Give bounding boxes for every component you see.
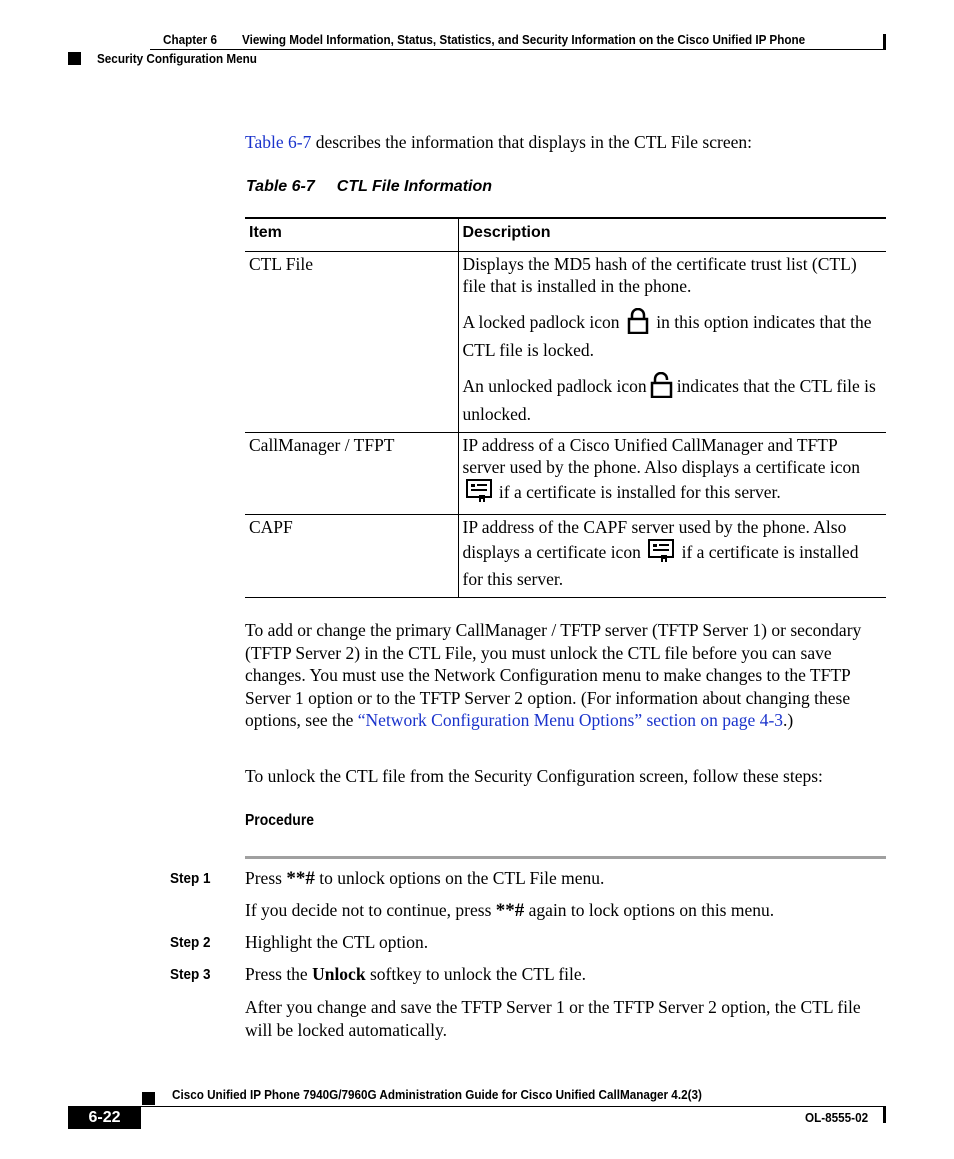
step-note: If you decide not to continue, press **# again to lock options on this menu.	[245, 900, 775, 921]
table-row	[245, 515, 886, 598]
step-label: Step 2	[170, 934, 211, 951]
network-config-link[interactable]: “Network Configuration Menu Options” section on page 4-3	[357, 710, 784, 730]
footer-right-bar	[883, 1107, 886, 1123]
step-text: Press **# to unlock options on the CTL File menu.	[245, 868, 605, 889]
cell-description: IP address of a Cisco Unified CallManager and TFTP server used by the phone. Also displays a certificate icon if a certificate is installed for this server.	[458, 432, 886, 515]
step-text: Press the Unlock softkey to unlock the CTL file.	[245, 964, 587, 984]
step-label: Step 1	[170, 870, 211, 887]
step-text: Highlight the CTL option.	[245, 932, 429, 952]
table-caption-number: Table 6-7	[246, 178, 315, 195]
table-row	[245, 432, 886, 515]
intro-paragraph: Table 6-7 describes the information that displays in the CTL File screen:	[245, 132, 752, 152]
step-note: After you change and save the TFTP Server 1 or the TFTP Server 2 option, the CTL file will be locked automatically.	[245, 997, 861, 1040]
footer-rule	[68, 1106, 886, 1107]
header-chapter-label: Chapter 6	[163, 32, 217, 47]
softkey-name: Unlock	[312, 964, 366, 984]
header-rule	[150, 49, 886, 50]
procedure-rule	[245, 856, 886, 859]
footer-page-number: 6-22	[68, 1107, 141, 1129]
header-left-block	[68, 52, 81, 65]
table-header-row	[245, 218, 886, 251]
footer-doc-number: OL-8555-02	[805, 1110, 869, 1125]
padlock-locked-icon	[627, 308, 649, 340]
procedure-title: Procedure	[245, 812, 315, 829]
key-sequence: **#	[286, 868, 315, 889]
header-chapter-title: Viewing Model Information, Status, Statistics, and Security Information on the Cisco Unified IP Phone	[242, 32, 806, 47]
step-label: Step 3	[170, 966, 211, 983]
col-header-item: Item	[245, 218, 458, 251]
table-row	[245, 251, 886, 432]
header-right-bar	[883, 34, 886, 50]
padlock-unlocked-icon	[650, 372, 674, 404]
steps-intro-paragraph: To unlock the CTL file from the Security Configuration screen, follow these steps:	[245, 766, 823, 786]
table-caption-title: CTL File Information	[336, 178, 493, 195]
footer-guide-title: Cisco Unified IP Phone 7940G/7960G Administration Guide for Cisco Unified CallManager 4.2(3)	[172, 1087, 702, 1102]
ctl-file-table	[245, 217, 886, 598]
key-sequence: **#	[495, 900, 525, 921]
table-caption	[246, 178, 492, 196]
cell-item: CallManager / TFPT	[245, 432, 458, 515]
cell-item: CAPF	[245, 515, 458, 598]
footer-top-block	[142, 1092, 155, 1105]
header-section: Security Configuration Menu	[97, 51, 257, 66]
col-header-description: Description	[458, 218, 886, 251]
cell-description: IP address of the CAPF server used by the phone. Also displays a certificate icon if a certificate is installed for this server.	[458, 515, 886, 598]
certificate-icon	[466, 479, 492, 509]
certificate-icon	[648, 539, 674, 569]
table-link[interactable]: Table 6-7	[245, 132, 312, 152]
unlock-explanation-paragraph: To add or change the primary CallManager / TFTP server (TFTP Server 1) or secondary (TFTP Server 2) in the CTL File, you must unlock the CTL file before you can save changes. You must use the Network Configuration menu to make changes to the TFTP Server 1 option or to the TFTP Server 2 option. (For information about changing these options, see the “Network Configuration Menu Options” section on page 4-3.)	[245, 620, 862, 730]
cell-description: Displays the MD5 hash of the certificate trust list (CTL) file that is installed in the phone. A locked padlock icon in this option indicates that the CTL file is locked. An unlocked padlock icon indicates that the CTL file is unlocked.	[458, 251, 886, 432]
cell-item: CTL File	[245, 251, 458, 432]
